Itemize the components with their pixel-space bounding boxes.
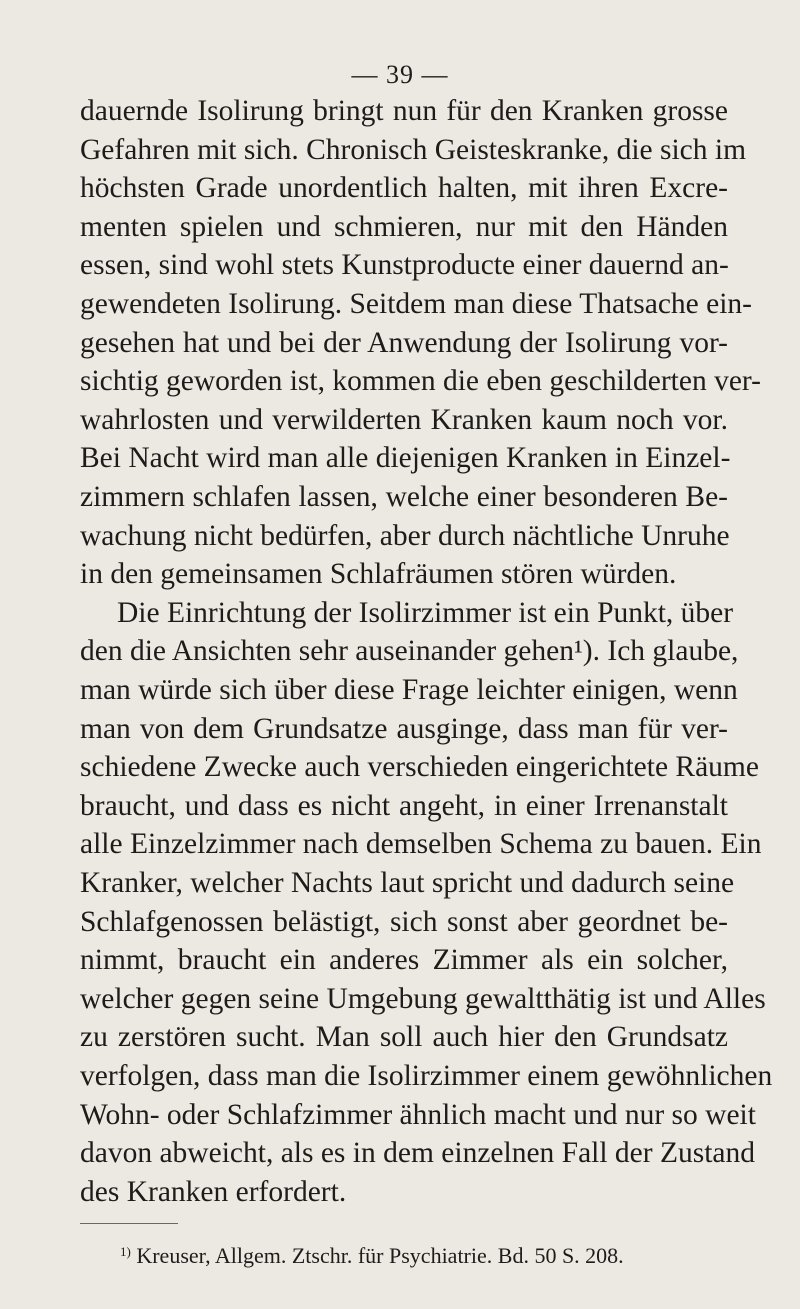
text-line: wahrlosten und verwilderten Kranken kaum noch vor. [80,403,728,436]
footnote-divider [80,1223,178,1224]
text-line: dauernde Isolirung bringt nun für den Kranken grosse [80,95,728,127]
text-line: Schlafgenossen belästigt, sich sonst aber geordnet be- [80,905,728,938]
text-line: schiedene Zwecke auch verschieden eingerichtete Räume [80,751,759,784]
text-line: den die Ansichten sehr auseinander gehen¹). Ich glaube, [80,635,739,668]
text-line: nimmt, braucht ein anderes Zimmer als ein solcher, [80,944,728,977]
text-line: welcher gegen seine Umgebung gewaltthätig ist und Alles [80,982,766,1015]
text-line: gewendeten Isolirung. Seitdem man diese Thatsache ein- [80,288,753,320]
text-line: Kranker, welcher Nachts laut spricht und dadurch seine [80,867,735,899]
text-line: man würde sich über diese Frage leichter einigen, wenn [80,674,738,706]
text-line: zu zerstören sucht. Man soll auch hier den Grundsatz [80,1021,728,1054]
text-line: Die Einrichtung der Isolirzimmer ist ein Punkt, über [117,596,734,629]
text-line: des Kranken erfordert. [80,1175,347,1208]
text-line: man von dem Grundsatze ausginge, dass man für ver- [80,712,728,745]
text-line: gesehen hat und bei der Anwendung der Isolirung vor- [80,326,728,359]
text-line: essen, sind wohl stets Kunstproducte einer dauernd an- [80,249,729,282]
text-line: wachung nicht bedürfen, aber durch nächtliche Unruhe [80,519,730,552]
text-line: in den gemeinsamen Schlafräumen stören würden. [80,558,677,591]
text-line: braucht, und dass es nicht angeht, in einer Irrenanstalt [80,789,728,822]
text-line: höchsten Grade unordentlich halten, mit ihren Excre- [80,172,728,205]
text-line: sichtig geworden ist, kommen die eben geschilderten ver- [80,365,761,398]
text-line: Bei Nacht wird man alle diejenigen Kranken in Einzel- [80,442,731,475]
footnote-text: Kreuser, Allgem. Ztschr. für Psychiatrie. Bd. 50 S. 208. [136,1243,624,1268]
footnote [120,1237,624,1271]
text-line: Gefahren mit sich. Chronisch Geisteskranke, die sich im [80,133,747,166]
footnote-marker: 1) [120,1244,131,1259]
text-line: alle Einzelzimmer nach demselben Schema zu bauen. Ein [80,828,762,861]
text-line: menten spielen und schmieren, nur mit den Händen [80,210,728,243]
text-line: verfolgen, dass man die Isolirzimmer einem gewöhnlichen [80,1060,773,1092]
page-number: — 39 — [351,60,449,89]
text-line: Wohn- oder Schlafzimmer ähnlich macht und nur so weit [80,1098,756,1131]
text-line: zimmern schlafen lassen, welche einer besonderen Be- [80,481,728,513]
text-line: davon abweicht, als es in dem einzelnen Fall der Zustand [80,1137,756,1170]
